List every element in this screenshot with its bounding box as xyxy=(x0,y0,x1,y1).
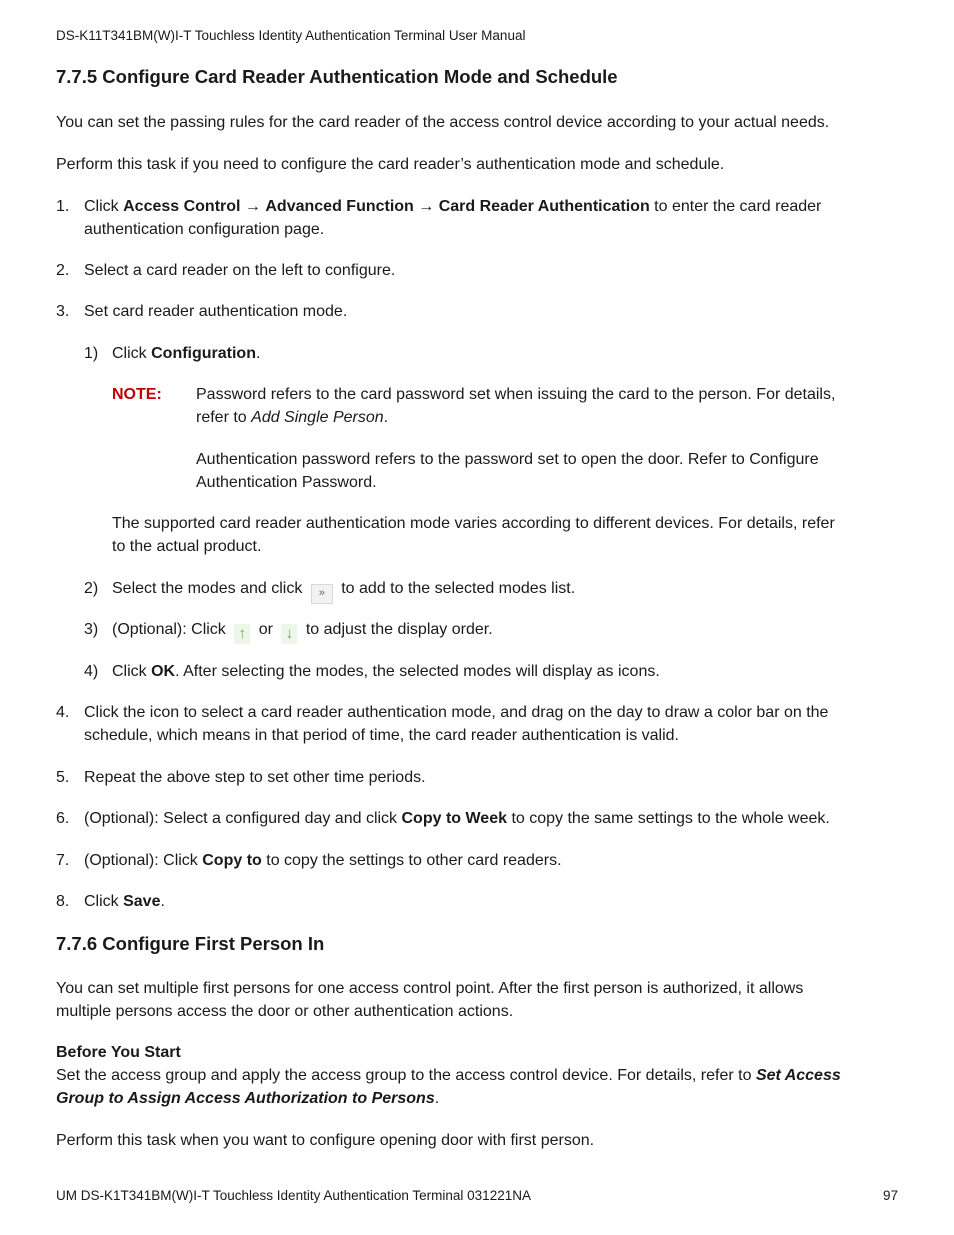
step-number: 1. xyxy=(56,198,70,215)
substep-3 xyxy=(112,618,898,644)
step-number: 5. xyxy=(56,769,70,786)
menu-access-control: Access Control xyxy=(123,198,241,215)
paragraph-text: The supported card reader authentication mode varies according to different devices. For details, refer xyxy=(112,515,835,532)
ok-label: OK xyxy=(151,663,176,680)
note-text: Password refers to the card password set when issuing the card to the person. For details, xyxy=(196,386,836,403)
note-text: . xyxy=(383,409,389,426)
reference-set-access-group: Set Access xyxy=(755,1067,841,1084)
step-1-text: to enter the card reader xyxy=(649,198,822,215)
intro-paragraph: You can set the passing rules for the card reader of the access control device according to your actual needs. xyxy=(56,114,830,131)
before-you-start-label: Before You Start xyxy=(56,1044,181,1061)
step-6-text: (Optional): Select a configured day and click xyxy=(84,810,402,827)
step-4-text: Click the icon to select a card reader authentication mode, and drag on the day to draw a color bar on the xyxy=(84,704,829,721)
reference-set-access-group: Group to Assign Access Authorization to Persons xyxy=(56,1090,435,1107)
substep-number: 3) xyxy=(84,621,99,638)
step-2: Select a card reader on the left to configure. xyxy=(84,262,396,279)
step-1-text: Click xyxy=(84,198,124,215)
step-4-text: schedule, which means in that period of time, the card reader authentication is valid. xyxy=(84,727,679,744)
double-right-icon: » xyxy=(311,584,333,604)
note-label: NOTE: xyxy=(112,386,162,403)
step-7-text: to copy the settings to other card readers. xyxy=(261,852,562,869)
step-3: Set card reader authentication mode. xyxy=(84,303,348,320)
note-text: Authentication password refers to the password set to open the door. Refer to Configure xyxy=(196,451,819,468)
arrow-separator: → xyxy=(413,198,439,215)
step-1-text: authentication configuration page. xyxy=(84,221,325,238)
step-6 xyxy=(84,807,898,830)
running-footer: UM DS-K1T341BM(W)I-T Touchless Identity Authentication Terminal 031221NA xyxy=(56,1188,531,1203)
perform-paragraph: Perform this task when you want to configure opening door with first person. xyxy=(56,1132,595,1149)
substep-text: Click xyxy=(112,345,152,362)
substep-1 xyxy=(112,342,898,365)
substep-text: to add to the selected modes list. xyxy=(341,580,576,597)
before-you-start-paragraph xyxy=(56,1064,898,1110)
step-6-text: to copy the same settings to the whole week. xyxy=(507,810,830,827)
paragraph-text: Set the access group and apply the access group to the access control device. For details, refer to xyxy=(56,1067,756,1084)
step-number: 2. xyxy=(56,262,70,279)
paragraph-text: multiple persons access the door or other authentication actions. xyxy=(56,1003,514,1020)
substep-text: to adjust the display order. xyxy=(305,621,493,638)
substep-text: . After selecting the modes, the selected modes will display as icons. xyxy=(175,663,660,680)
substep-number: 4) xyxy=(84,663,99,680)
before-you-start-heading xyxy=(56,1041,181,1064)
step-number: 7. xyxy=(56,852,70,869)
note-paragraph-2 xyxy=(196,448,898,494)
substep-number: 2) xyxy=(84,580,99,597)
section-heading-775: 7.7.5 Configure Card Reader Authentication Mode and Schedule xyxy=(56,66,618,87)
running-header: DS-K11T341BM(W)I-T Touchless Identity Authentication Terminal User Manual xyxy=(56,28,526,43)
substep-text: (Optional): Click xyxy=(112,621,226,638)
paragraph-text: You can set multiple first persons for one access control point. After the first person is authorized, it allows xyxy=(56,980,804,997)
copy-to-label: Copy to xyxy=(202,852,262,869)
substep-4 xyxy=(112,660,898,683)
section-heading-776: 7.7.6 Configure First Person In xyxy=(56,933,325,954)
supported-modes-paragraph xyxy=(112,512,898,558)
note-text: refer to xyxy=(196,409,252,426)
substep-text: or xyxy=(258,621,273,638)
page-number: 97 xyxy=(882,1188,898,1203)
arrow-separator: → xyxy=(240,198,266,215)
intro-paragraph-2: Perform this task if you need to configure the card reader’s authentication mode and schedule. xyxy=(56,156,725,173)
substep-2 xyxy=(112,577,898,604)
substep-text: Select the modes and click xyxy=(112,580,303,597)
copy-to-week-label: Copy to Week xyxy=(401,810,507,827)
step-1 xyxy=(84,195,898,241)
step-number: 8. xyxy=(56,893,70,910)
configuration-label: Configuration xyxy=(151,345,256,362)
substep-text: . xyxy=(255,345,261,362)
step-number: 4. xyxy=(56,704,70,721)
menu-advanced-function: Advanced Function xyxy=(265,198,414,215)
step-8-text: Click xyxy=(84,893,124,910)
first-person-intro xyxy=(56,977,898,1023)
substep-text: Click xyxy=(112,663,152,680)
save-label: Save xyxy=(123,893,161,910)
paragraph-text: to the actual product. xyxy=(112,538,262,555)
step-number: 3. xyxy=(56,303,70,320)
step-number: 6. xyxy=(56,810,70,827)
down-arrow-icon: ↓ xyxy=(281,624,297,644)
note-text: Authentication Password. xyxy=(196,474,377,491)
reference-add-single-person: Add Single Person xyxy=(251,409,384,426)
step-4 xyxy=(84,701,898,747)
menu-card-reader-authentication: Card Reader Authentication xyxy=(438,198,650,215)
step-8 xyxy=(84,890,898,913)
up-arrow-icon: ↑ xyxy=(234,624,250,644)
step-8-text: . xyxy=(160,893,165,910)
step-5: Repeat the above step to set other time periods. xyxy=(84,769,426,786)
substep-number: 1) xyxy=(84,345,99,362)
step-7-text: (Optional): Click xyxy=(84,852,203,869)
paragraph-text: . xyxy=(434,1090,440,1107)
step-7 xyxy=(84,849,898,872)
note-paragraph-1 xyxy=(196,383,898,429)
